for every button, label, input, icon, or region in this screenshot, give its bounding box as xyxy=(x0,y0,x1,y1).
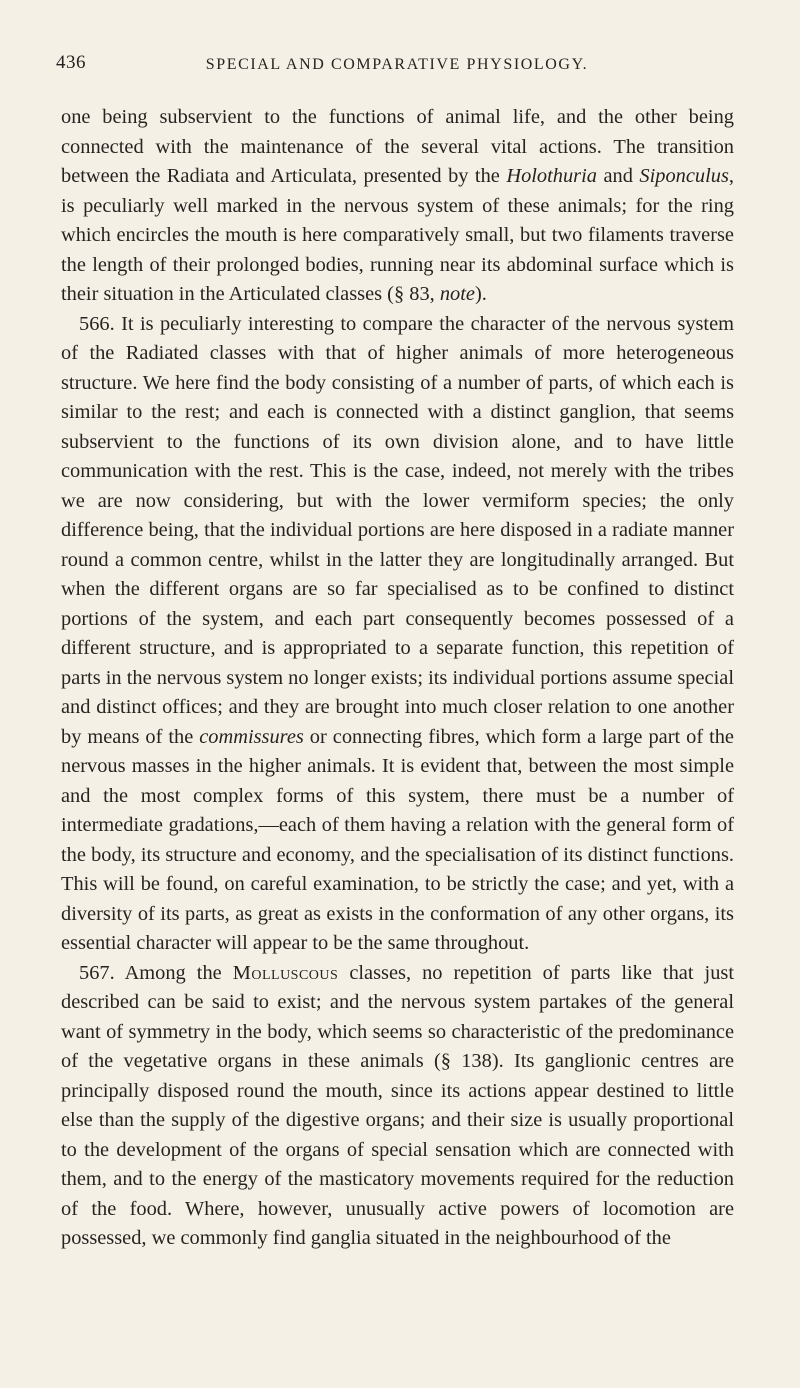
text-run: 566. It is peculiarly interesting to compare the character of the nervous system of the Radiated classes with that of higher animals of more heterogeneous structure. We here find the body consisting of a number of parts, of which each is similar to the rest; and each is connected with a distinct ganglion, that seems subservient to the functions of its own division alone, and to have little communication with the rest. This is the case, indeed, not merely with the tribes we are now considering, but with the lower vermiform species; the only difference being, that the individual portions are here disposed in a radiate manner round a common centre, whilst in the latter they are longitudinally arranged. But when the different organs are so far specialised as to be confined to distinct portions of the system, and each part consequently becomes possessed of a different structure, and is appropriated to a separate function, this repetition of parts in the nervous system no longer exists; its individual portions assume special and distinct offices; and they are brought into much closer relation to one another by means of the xyxy=(61,312,734,748)
text-run: classes, no repetition of parts like that just described can be said to exist; and the nervous system partakes of the general want of symmetry in the body, which seems so characteristic of the predominance of the vegetative organs in these animals (§ 138). Its ganglionic centres are principally disposed round the mouth, since its actions appear destined to little else than the supply of the digestive organs; and their size is usually proportional to the development of the organs of special sensation which are connected with them, and to the energy of the masticatory movements required for the reduction of the food. Where, however, unusually active powers of locomotion are possessed, we commonly find ganglia situated in the neighbourhood of the xyxy=(61,961,734,1249)
body-text xyxy=(61,103,734,1254)
text-run: 567. Among the xyxy=(79,961,233,984)
page-number: 436 xyxy=(56,52,86,73)
text-run: ). xyxy=(474,283,487,305)
paragraph-567 xyxy=(61,959,734,1254)
italic-term-siponculus: Siponculus xyxy=(639,165,729,187)
text-run: and xyxy=(596,165,640,187)
paragraph-566 xyxy=(61,310,734,959)
text-run: one being subservient to the functions of animal life, and the other being connected with the maintenance of the several vital actions. The transition between the Radiata and Articulata, presented by the xyxy=(61,106,734,187)
text-run: , is peculiarly well marked in the nervous system of these animals; for the ring which encircles the mouth is here comparatively small, but two filaments traverse the length of their prolonged bodies, running near its abdominal surface which is their situation in the Articulated classes (§ 83, xyxy=(61,165,734,305)
italic-term-holothuria: Holothuria xyxy=(506,165,597,187)
italic-term-commissures: commissures xyxy=(199,725,304,748)
italic-note: note xyxy=(439,283,475,305)
running-head: SPECIAL AND COMPARATIVE PHYSIOLOGY. xyxy=(205,56,589,73)
text-run: or connecting fibres, which form a large part of the nervous masses in the higher animals. It is evident that, between the most simple and the most complex forms of this system, there must be a number of intermediate gradations,—each of them having a relation with the general form of the body, its structure and economy, and the specialisation of its distinct functions. This will be found, on careful examination, to be strictly the case; and yet, with a diversity of its parts, as great as exists in the conformation of any other organs, its essential character will appear to be the same throughout. xyxy=(61,725,734,954)
paragraph-continuation xyxy=(61,103,734,310)
small-caps-molluscous: Molluscous xyxy=(232,961,339,984)
page-header xyxy=(56,52,734,82)
